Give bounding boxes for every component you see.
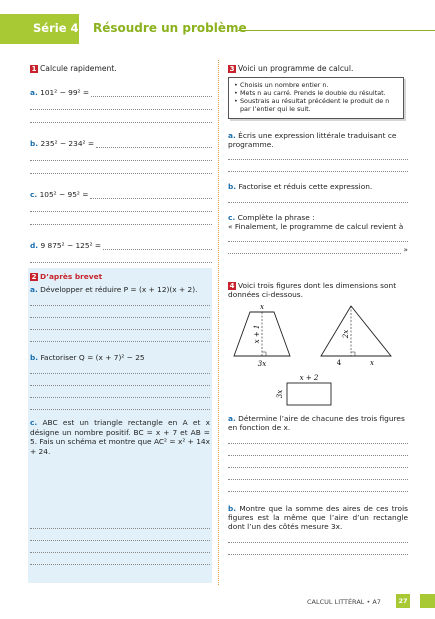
question-text: Détermine l’aire de chacune des trois figures en fonction de x. [228,414,405,432]
question-4a [228,414,408,432]
trapezoid-figure [234,303,290,368]
quote-line [228,245,408,254]
answer-line[interactable] [30,109,212,110]
question-expression: 105² − 95² = [39,190,89,199]
question-label: c. [30,190,38,199]
question-2a [30,285,210,294]
rectangle-side-label: 3x [276,389,284,399]
answer-line[interactable] [30,373,210,374]
exercise-1 [30,64,212,276]
exercise-number: 4 [229,282,235,290]
question-text: Factoriser Q = (x + 7)² − 25 [40,353,145,362]
answer-line[interactable] [228,171,408,172]
answer-line[interactable] [30,409,210,410]
question-label: a. [228,414,236,423]
answer-line[interactable] [30,173,212,174]
rectangle-figure [276,374,331,405]
question-label: a. [30,88,38,97]
question-expression: 101² − 99² = [40,88,90,97]
answer-line[interactable] [228,491,408,492]
question-3b [228,182,408,191]
program-step: • Choisis un nombre entier n. [234,81,329,89]
answer-line[interactable] [30,329,210,330]
answer-line[interactable] [30,564,210,565]
exercise-2-title: D’après brevet [40,272,103,281]
bullet: • [234,97,238,105]
answer-line[interactable] [91,90,212,97]
question-label: a. [228,131,236,140]
answer-line[interactable] [228,443,408,444]
page-number: 27 [396,594,410,608]
trapezoid-base-label: 3x [257,360,267,368]
question-label: b. [228,182,237,191]
question-1c [30,190,212,199]
question-label: b. [228,504,237,513]
question-label: b. [30,353,39,362]
question-text: Développer et réduire P = (x + 12)(x + 2). [40,285,198,294]
exercise-2-heading [30,272,210,281]
question-1a [30,88,212,97]
answer-line[interactable] [30,224,212,225]
triangle-base-right-label: x [370,359,374,367]
question-text: Écris une expression littérale traduisant ce programme. [228,131,397,149]
question-label: c. [228,213,236,222]
answer-line[interactable] [30,262,212,263]
triangle-figure [321,306,391,367]
answer-line[interactable] [30,385,210,386]
answer-line[interactable] [30,317,210,318]
question-3a [228,131,408,149]
answer-line[interactable] [228,159,408,160]
answer-line[interactable] [228,241,408,242]
question-text: Montre que la somme des aires de ces trois figures est la même que l’aire d’un rectangle dont l’un des côtés mesure 3x. [228,504,408,531]
answer-line[interactable] [228,467,408,468]
question-text: Complète la phrase : [237,213,315,222]
answer-line[interactable] [228,542,408,543]
footer-chapter: CALCUL LITTÉRAL • A7 [307,598,381,606]
exercise-number: 2 [31,273,37,281]
column-divider [218,60,219,585]
answer-line[interactable] [30,122,212,123]
serie-label: Série 4 [33,21,79,35]
question-expression: 235² − 234² = [40,139,95,148]
page-title: Résoudre un problème [93,21,247,35]
question-label: d. [30,241,39,250]
question-label: c. [30,418,38,427]
page-header [0,0,435,44]
answer-line[interactable] [30,211,212,212]
answer-line[interactable] [30,305,210,306]
exercise-number: 3 [229,65,235,73]
question-text: ABC est un triangle rectangle en A et x désigne un nombre positif. BC = x + 7 et AB = 5. Fais un schéma et montre que AC² = x² + 14x + 24. [30,418,210,456]
figures [228,300,418,410]
triangle-height-label: 2x [342,329,350,339]
quote-start: « Finalement, le programme de calcul revient à [228,222,404,231]
answer-line[interactable] [228,554,408,555]
exercise-1-heading [30,64,212,73]
question-1d [30,241,212,250]
triangle-base-left-label: 4 [336,359,342,367]
answer-line[interactable] [90,192,212,199]
exercise-4-questions [228,414,408,555]
question-4b [228,504,408,531]
bullet: • [234,81,238,89]
question-label: a. [30,285,38,294]
bullet: • [234,89,238,97]
answer-line[interactable] [30,528,210,529]
trapezoid-height-label: x + 1 [253,324,261,344]
answer-line[interactable] [30,397,210,398]
exercise-4-title: Voici trois figures dont les dimensions sont données ci-dessous. [228,281,397,299]
answer-line[interactable] [96,141,212,148]
exercise-3-heading [228,64,408,73]
question-expression: 9 875² − 125² = [40,241,102,250]
answer-line[interactable] [30,540,210,541]
answer-line[interactable] [228,479,408,480]
answer-area [30,528,210,565]
question-label: b. [30,139,39,148]
header-rule [238,30,435,31]
program-step: • Mets n au carré. Prends le double du résultat. [234,89,386,97]
answer-line[interactable] [228,247,401,254]
exercise-1-title: Calcule rapidement. [40,64,117,73]
exercise-number: 1 [31,65,37,73]
exercise-2 [30,272,210,565]
question-2c [30,418,210,456]
question-3c [228,213,408,222]
exercise-3-title: Voici un programme de calcul. [238,64,354,73]
answer-line[interactable] [228,455,408,456]
answer-line[interactable] [30,160,212,161]
exercise-4-heading [228,281,408,299]
question-2b [30,353,210,362]
answer-line[interactable] [30,552,210,553]
program-step: • Soustrais au résultat précédent le produit de n par l’entier qui le suit. [234,97,390,113]
quote-end: » [403,245,408,254]
program-box [228,77,404,119]
answer-line[interactable] [30,341,210,342]
rectangle-top-label: x + 2 [299,374,319,382]
answer-line[interactable] [103,243,212,250]
trapezoid-top-label: x [260,303,264,311]
question-1b [30,139,212,148]
exercise-3-questions [228,131,408,254]
footer-strip [420,594,435,608]
answer-line[interactable] [228,202,408,203]
exercise-3 [228,64,408,73]
question-text: Factorise et réduis cette expression. [238,182,373,191]
